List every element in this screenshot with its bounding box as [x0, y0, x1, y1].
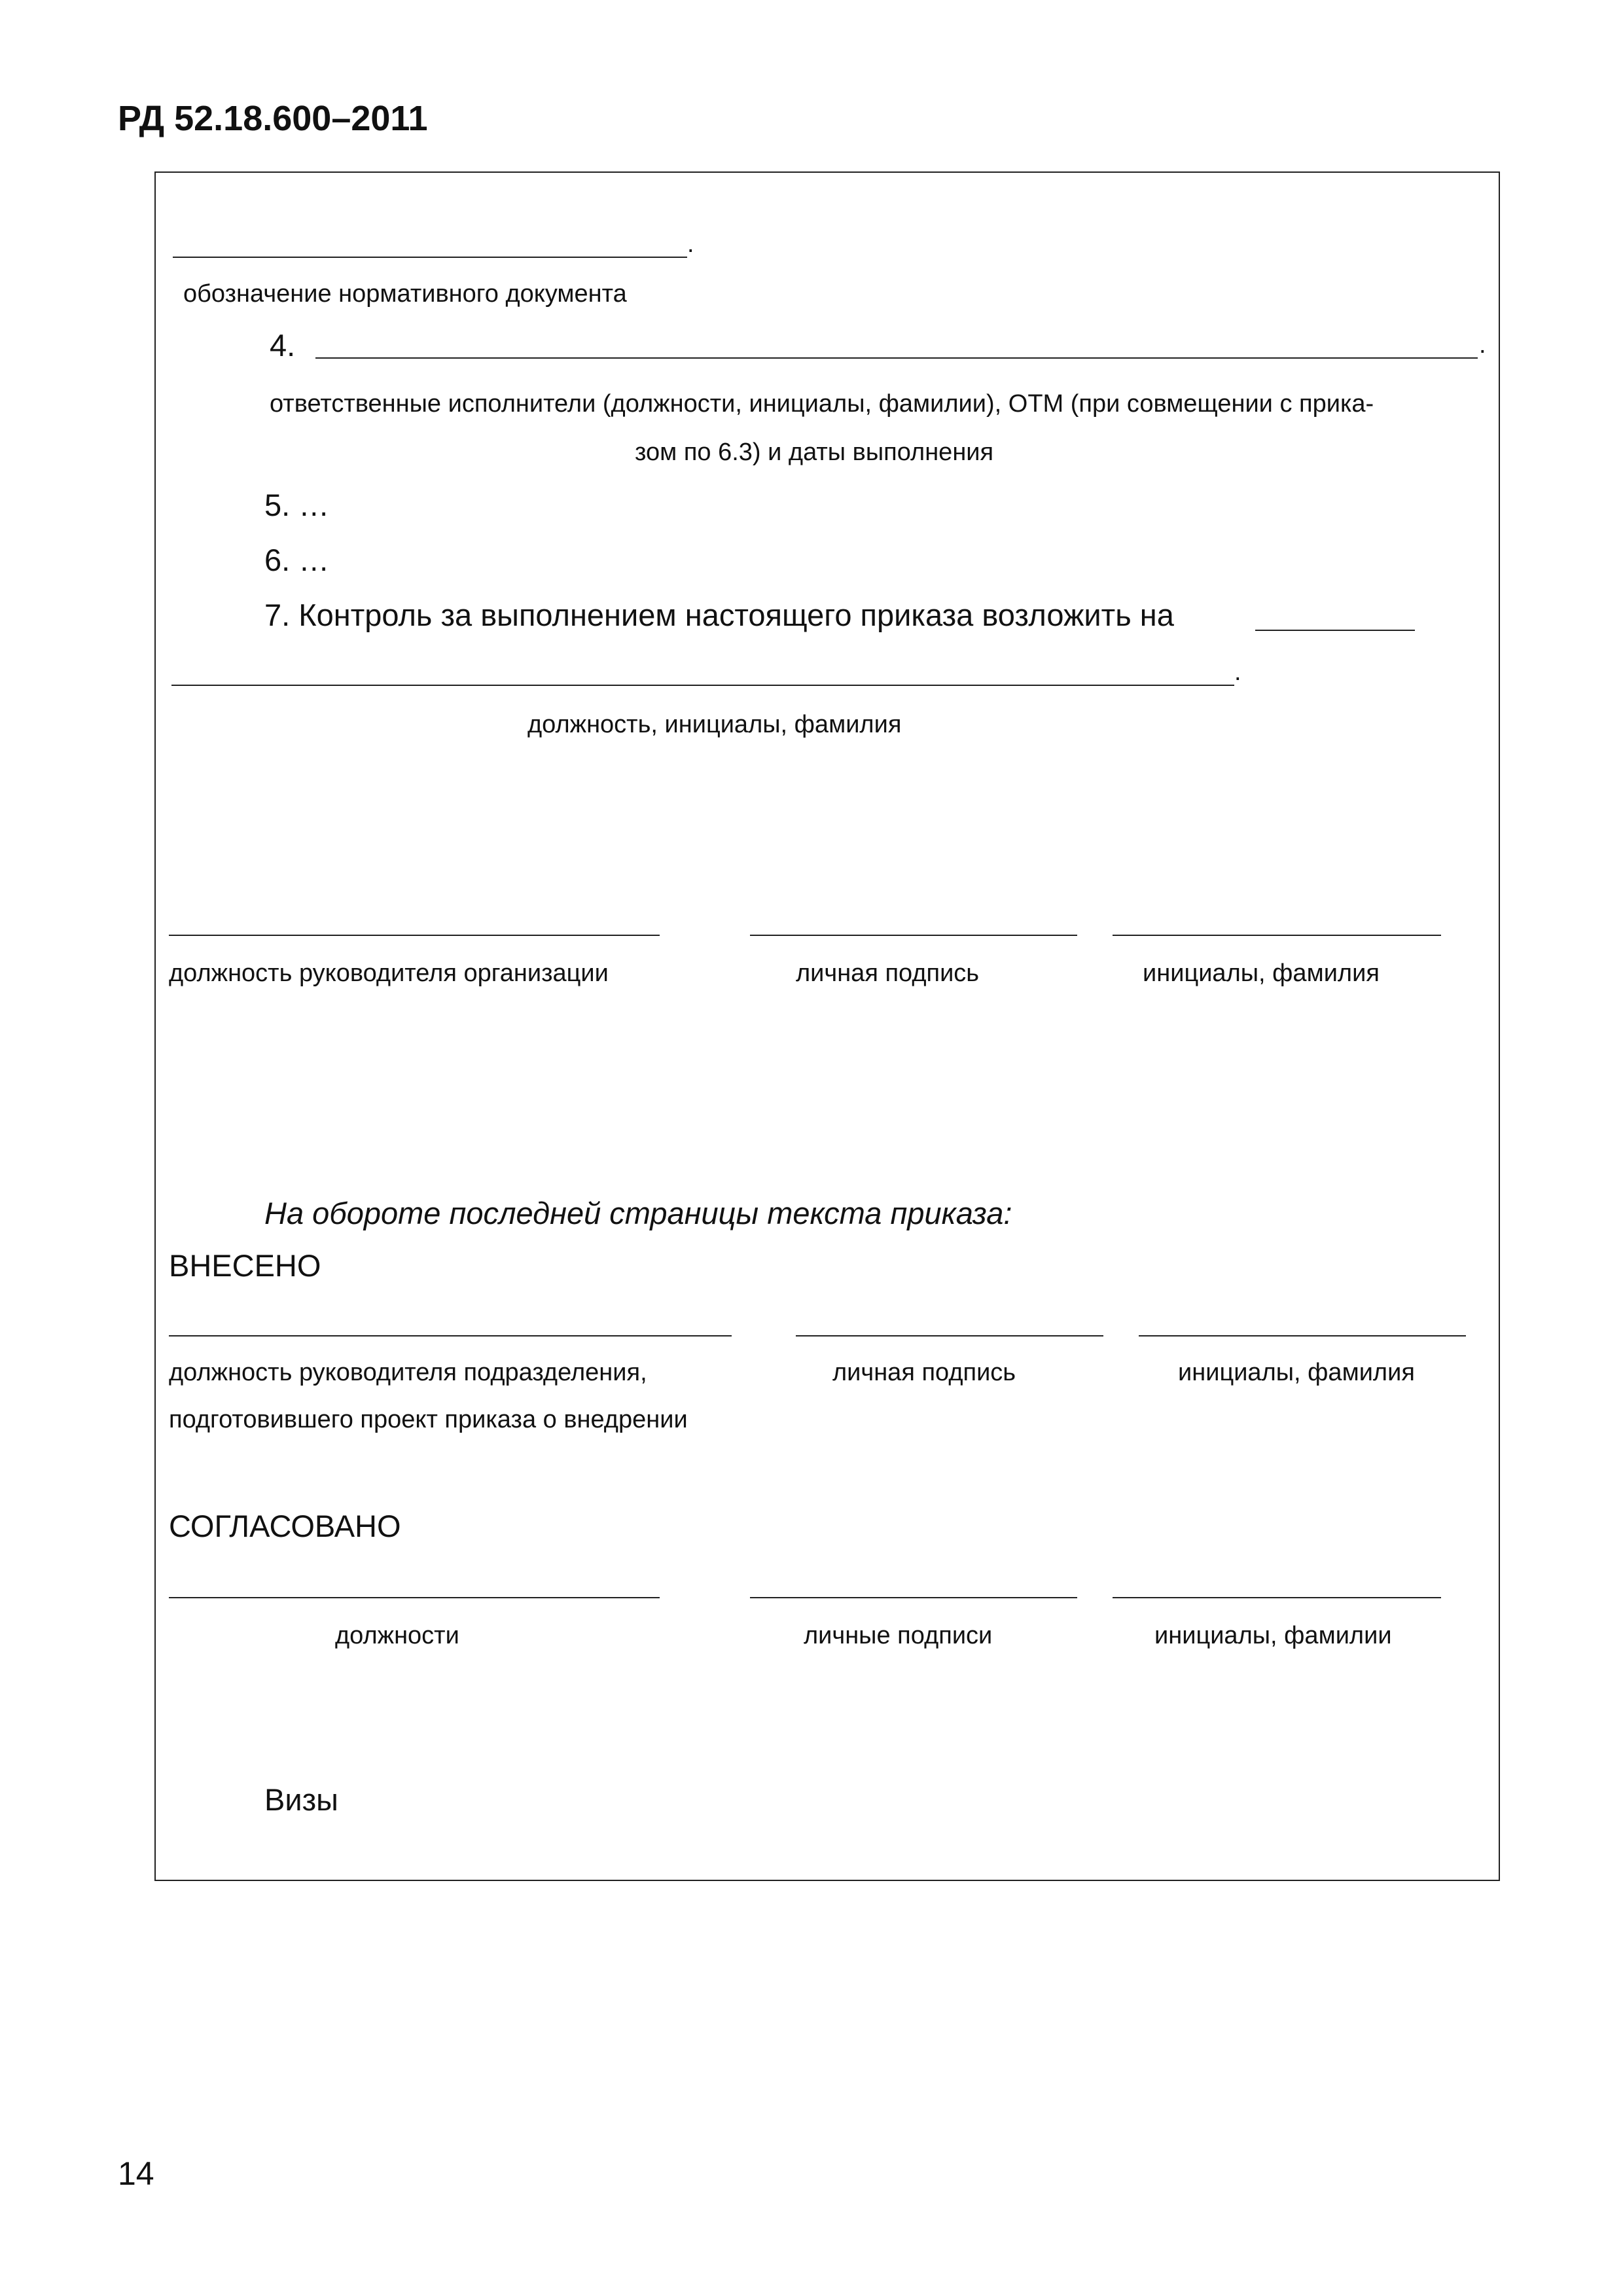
page-number: 14: [118, 2155, 154, 2192]
agreed-positions-caption: должности: [335, 1622, 459, 1649]
head-position-line: [169, 935, 660, 936]
line-end-dot: .: [687, 230, 694, 258]
item7-text: 7. Контроль за выполнением настоящего приказа возложить на: [264, 598, 1174, 632]
head-name-line: [1113, 935, 1441, 936]
item7-line: [171, 685, 1234, 686]
submitted-position-caption-line1: должность руководителя подразделения,: [169, 1359, 647, 1386]
visas-label: Визы: [264, 1782, 338, 1817]
agreed-signatures-line: [750, 1597, 1077, 1598]
agreed-positions-line: [169, 1597, 660, 1598]
agreed-names-caption: инициалы, фамилии: [1154, 1622, 1392, 1649]
submitted-name-line: [1139, 1335, 1466, 1336]
doc-designation-caption: обозначение нормативного документа: [183, 280, 627, 308]
head-signature-line: [750, 935, 1077, 936]
document-code-header: РД 52.18.600–2011: [118, 99, 428, 138]
line-end-dot: .: [1479, 331, 1486, 359]
head-position-caption: должность руководителя организации: [169, 960, 609, 987]
line-end-dot: .: [1234, 658, 1241, 686]
agreed-names-line: [1113, 1597, 1441, 1598]
submitted-position-caption-line2: подготовившего проект приказа о внедрении: [169, 1406, 688, 1433]
submitted-position-line: [169, 1335, 732, 1336]
submitted-title: ВНЕСЕНО: [169, 1248, 321, 1283]
submitted-name-caption: инициалы, фамилия: [1178, 1359, 1415, 1386]
agreed-title: СОГЛАСОВАНО: [169, 1509, 401, 1543]
item7-caption: должность, инициалы, фамилия: [527, 711, 902, 738]
item4-caption-line2: зом по 6.3) и даты выполнения: [635, 439, 994, 466]
item7-line-inline: [1255, 630, 1415, 631]
head-signature-caption: личная подпись: [796, 960, 980, 987]
doc-designation-line: [173, 257, 687, 258]
item4-line: [315, 357, 1478, 359]
submitted-signature-line: [796, 1335, 1103, 1336]
item4-number: 4.: [270, 328, 296, 363]
reverse-side-note: На обороте последней страницы текста приказа:: [264, 1196, 1012, 1230]
head-name-caption: инициалы, фамилия: [1143, 960, 1380, 987]
item6: 6. …: [264, 543, 330, 577]
item5: 5. …: [264, 488, 330, 522]
item4-caption-line1: ответственные исполнители (должности, инициалы, фамилии), ОТМ (при совмещении с прика-: [270, 390, 1374, 418]
submitted-signature-caption: личная подпись: [832, 1359, 1016, 1386]
agreed-signatures-caption: личные подписи: [804, 1622, 993, 1649]
